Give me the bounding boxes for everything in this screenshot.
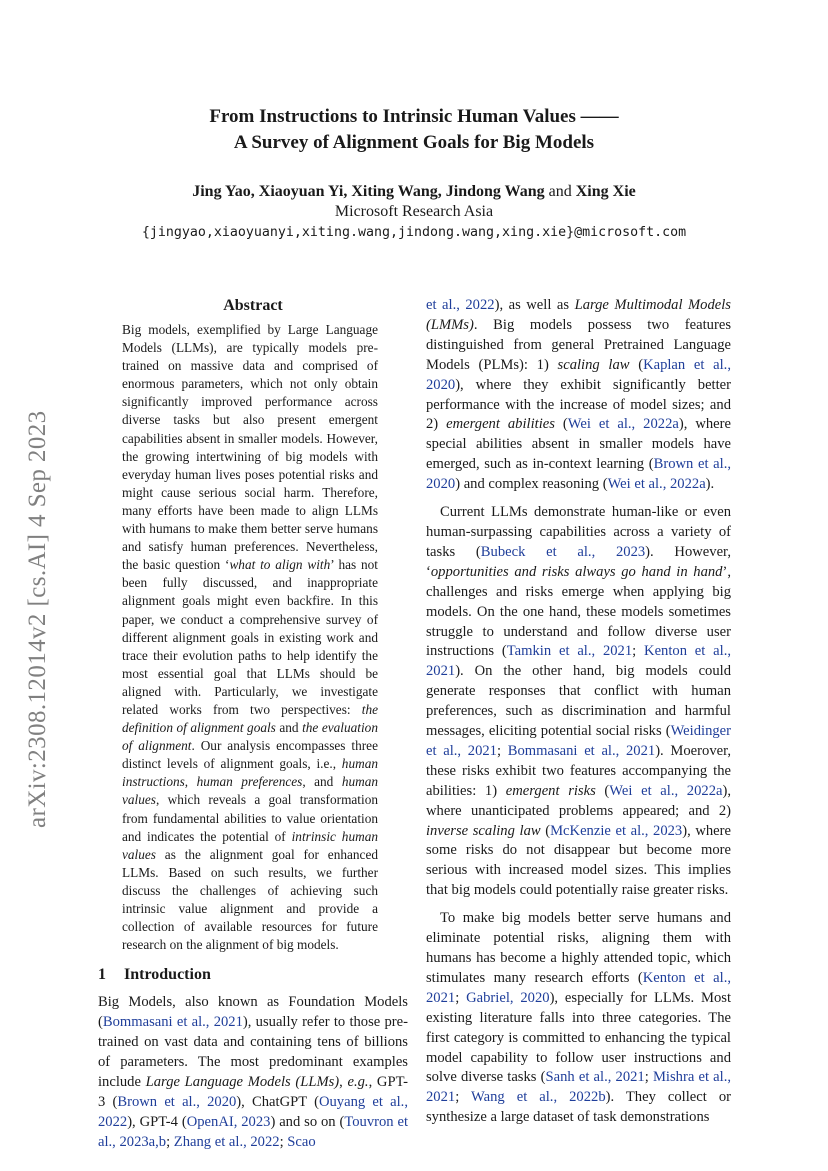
text-run: ) and so on ( bbox=[270, 1113, 345, 1130]
text-run: ( bbox=[540, 822, 551, 839]
text-run: ( bbox=[595, 782, 610, 799]
italic-text: intrinsic human values bbox=[122, 828, 378, 862]
text-run: ). bbox=[705, 476, 715, 493]
italic-text: what to align with bbox=[229, 557, 331, 573]
title-line-2: A Survey of Alignment Goals for Big Models bbox=[233, 132, 595, 153]
text-run: ), ChatGPT ( bbox=[236, 1093, 319, 1110]
text-run: ). On the other hand, big models could generate responses that conflict with human preferences, such as discrimination and harmful messages, eliciting potential social risks ( bbox=[426, 663, 731, 740]
italic-text: Large Multimodal Models (LMMs) bbox=[426, 297, 731, 333]
text-run: Big Models, also known as Foundation Models ( bbox=[98, 994, 408, 1031]
italic-text: opportunities and risks always go hand in hand bbox=[430, 563, 723, 580]
authors-main: Jing Yao, Xiaoyuan Yi, Xiting Wang, Jindong Wang bbox=[192, 183, 545, 200]
citation-link[interactable]: Mishra et al., 2021 bbox=[426, 1069, 731, 1106]
author-list bbox=[100, 181, 728, 203]
citation-link[interactable]: Brown et al., 2020 bbox=[117, 1093, 237, 1110]
author-emails: {jingyao,xiaoyuanyi,xiting.wang,jindong.wang,xing.xie}@microsoft.com bbox=[141, 225, 687, 240]
italic-text: scaling law bbox=[557, 356, 630, 373]
citation-link[interactable]: et al., 2022 bbox=[426, 297, 495, 313]
text-run: , which reveals a goal transformation from fundamental abilities to value orientation and indicates the potential of bbox=[122, 792, 378, 844]
text-run: , and bbox=[302, 774, 342, 790]
affiliation: Microsoft Research Asia bbox=[334, 203, 494, 220]
text-run: ; bbox=[455, 989, 467, 1006]
text-run: ’ has not been fully discussed, and inappropriate alignment goals might even backfire. In this paper, we conduct a comprehensive survey of different alignment goals in existing work and trace their evolution paths to help identify the most essential goal that LLMs should be aligned with. Particularly, we investigate related works from two perspectives: bbox=[122, 557, 379, 717]
text-run: ; bbox=[496, 742, 508, 759]
citation-link[interactable]: Wei et al., 2022a bbox=[607, 476, 706, 493]
citation-link[interactable]: Zhang et al., 2022 bbox=[173, 1133, 280, 1150]
text-run: ’, challenges and risks emerge when applying big models. On the one hand, these models sometimes struggle to understand and follow diverse user instructions ( bbox=[426, 563, 731, 660]
text-run: Big models, exemplified by Large Language Models (LLMs), are typically models pre-trained on massive data and comprised of enormous parameters, which not only obtain significantly improved performance across diverse tasks but also present emergent capabilities absent in smaller models. However, the growing intertwining of big models with everyday human lives poses potential risks and might cause serious social harm. Therefore, many efforts have been made to align LLMs with humans to make them better serve humans and satisfy human preferences. Nevertheless, the basic question ‘ bbox=[122, 322, 378, 573]
citation-link[interactable]: Bommasani et al., 2021 bbox=[102, 1014, 243, 1031]
citation-link[interactable]: Touvron et al., 2023a,b bbox=[98, 1113, 408, 1150]
italic-text: human preferences bbox=[196, 774, 303, 790]
text-run: Current LLMs demonstrate human-like or even human-surpassing capabilities across a variety of tasks ( bbox=[426, 504, 731, 560]
citation-link[interactable]: Bubeck et al., 2023 bbox=[480, 543, 646, 560]
title-line-1: From Instructions to Intrinsic Human Values —— bbox=[209, 106, 619, 127]
citation-link[interactable]: Brown et al., 2020 bbox=[426, 456, 731, 493]
italic-text: human instructions bbox=[122, 756, 378, 790]
citation-link[interactable]: Scao bbox=[287, 1133, 316, 1150]
italic-text: e.g. bbox=[347, 1073, 369, 1090]
text-run: , GPT-3 ( bbox=[98, 1073, 409, 1110]
text-run: ). Moerover, these risks exhibit two features accompanying the abilities: 1) bbox=[426, 742, 732, 799]
citation-link[interactable]: Weidinger et al., 2021 bbox=[426, 723, 731, 759]
citation-link[interactable]: Sanh et al., 2021 bbox=[545, 1069, 645, 1086]
italic-text: the evaluation of alignment bbox=[122, 720, 378, 754]
section-number: 1 bbox=[98, 966, 106, 984]
citation-link[interactable]: Wei et al., 2022a bbox=[567, 416, 679, 433]
intro-paragraph-3 bbox=[426, 909, 731, 1128]
text-run: ), GPT-4 ( bbox=[127, 1113, 187, 1130]
italic-text: human values bbox=[122, 774, 379, 808]
abstract-heading: Abstract bbox=[223, 297, 283, 314]
citation-link[interactable]: Bommasani et al., 2021 bbox=[507, 742, 656, 759]
intro-paragraph-1-continued bbox=[426, 296, 731, 495]
citation-link[interactable]: Gabriel, 2020 bbox=[466, 989, 550, 1006]
italic-text: inverse scaling law bbox=[426, 822, 541, 839]
text-run: ), where they exhibit significantly better performance with the increase of model sizes; and 2) bbox=[426, 376, 731, 433]
text-run: ) and complex reasoning ( bbox=[455, 476, 608, 493]
citation-link[interactable]: Wang et al., 2022b bbox=[471, 1089, 606, 1106]
text-run: ), where some risks do not disappear but become more serious with increased model sizes. This implies that big models could potentially raise greater risks. bbox=[426, 822, 731, 899]
section-title: Introduction bbox=[124, 966, 211, 984]
right-column bbox=[426, 296, 731, 1128]
text-run: ( bbox=[629, 356, 644, 373]
citation-link[interactable]: Ouyang et al., 2022 bbox=[98, 1093, 408, 1130]
text-run: . Big models possess two features distinguished from general Pretrained Language Models (PLMs): 1) bbox=[426, 316, 731, 373]
intro-paragraph-2 bbox=[426, 503, 731, 901]
authors-last: Xing Xie bbox=[575, 183, 636, 200]
text-run: ; bbox=[166, 1133, 174, 1150]
text-run: ). They collect or synthesize a large dataset of task demonstrations bbox=[426, 1089, 731, 1126]
text-run: ; bbox=[644, 1069, 653, 1086]
text-run: ; bbox=[279, 1133, 288, 1150]
citation-link[interactable]: Kenton et al., 2021 bbox=[426, 643, 731, 680]
authors-and: and bbox=[548, 183, 572, 200]
italic-text: emergent risks bbox=[505, 782, 596, 799]
paper-title bbox=[150, 104, 678, 156]
arxiv-identifier: arXiv:2308.12014v2 [cs.AI] 4 Sep 2023 bbox=[24, 410, 51, 828]
text-run: and bbox=[275, 720, 303, 736]
citation-link[interactable]: Kaplan et al., 2020 bbox=[426, 356, 731, 393]
abstract-text bbox=[122, 321, 378, 954]
citation-link[interactable]: Wei et al., 2022a bbox=[609, 782, 723, 799]
text-run: . Our analysis encompasses three distinct levels of alignment goals, i.e., bbox=[122, 738, 378, 772]
text-run: To make big models better serve humans and eliminate potential risks, aligning them with humans has become a highly attended topic, which stimulates many research efforts ( bbox=[426, 910, 731, 986]
text-run: , bbox=[339, 1073, 348, 1090]
text-run: as the alignment goal for enhanced LLMs. Based on such results, we further discuss the challenges of achieving such intrinsic value alignment and provide a collection of available resources for future research on the alignment of big models. bbox=[122, 846, 378, 953]
text-run: ), where special abilities absent in smaller models have emerged, such as in-context learning ( bbox=[426, 416, 731, 473]
text-run: ), where unanticipated problems appeared; and 2) bbox=[426, 782, 731, 819]
section-heading-introduction bbox=[98, 965, 408, 985]
text-run: ), as well as bbox=[494, 297, 575, 313]
text-run: ), especially for LLMs. Most existing literature falls into three categories. The first category is committed to enhancing the typical model capability to follow user instructions and solve diverse tasks ( bbox=[426, 989, 732, 1086]
citation-link[interactable]: Tamkin et al., 2021 bbox=[506, 643, 633, 660]
italic-text: emergent abilities bbox=[446, 416, 555, 433]
citation-link[interactable]: Kenton et al., 2021 bbox=[426, 969, 731, 1006]
italic-text: Large Language Models (LLMs) bbox=[145, 1073, 340, 1090]
text-run: ), usually refer to those pre-trained on vast data and containing tens of billions of parameters. The most predominant examples include bbox=[98, 1014, 409, 1090]
text-run: ). However, ‘ bbox=[426, 543, 731, 580]
text-run: ; bbox=[632, 643, 645, 660]
italic-text: the definition of alignment goals bbox=[122, 701, 378, 736]
text-run: ( bbox=[554, 416, 568, 433]
citation-link[interactable]: McKenzie et al., 2023 bbox=[550, 822, 683, 839]
intro-paragraph-1 bbox=[98, 993, 408, 1152]
text-run: ; bbox=[455, 1089, 472, 1106]
text-run: , bbox=[184, 774, 197, 790]
left-column bbox=[98, 296, 408, 1153]
citation-link[interactable]: OpenAI, 2023 bbox=[186, 1113, 271, 1130]
